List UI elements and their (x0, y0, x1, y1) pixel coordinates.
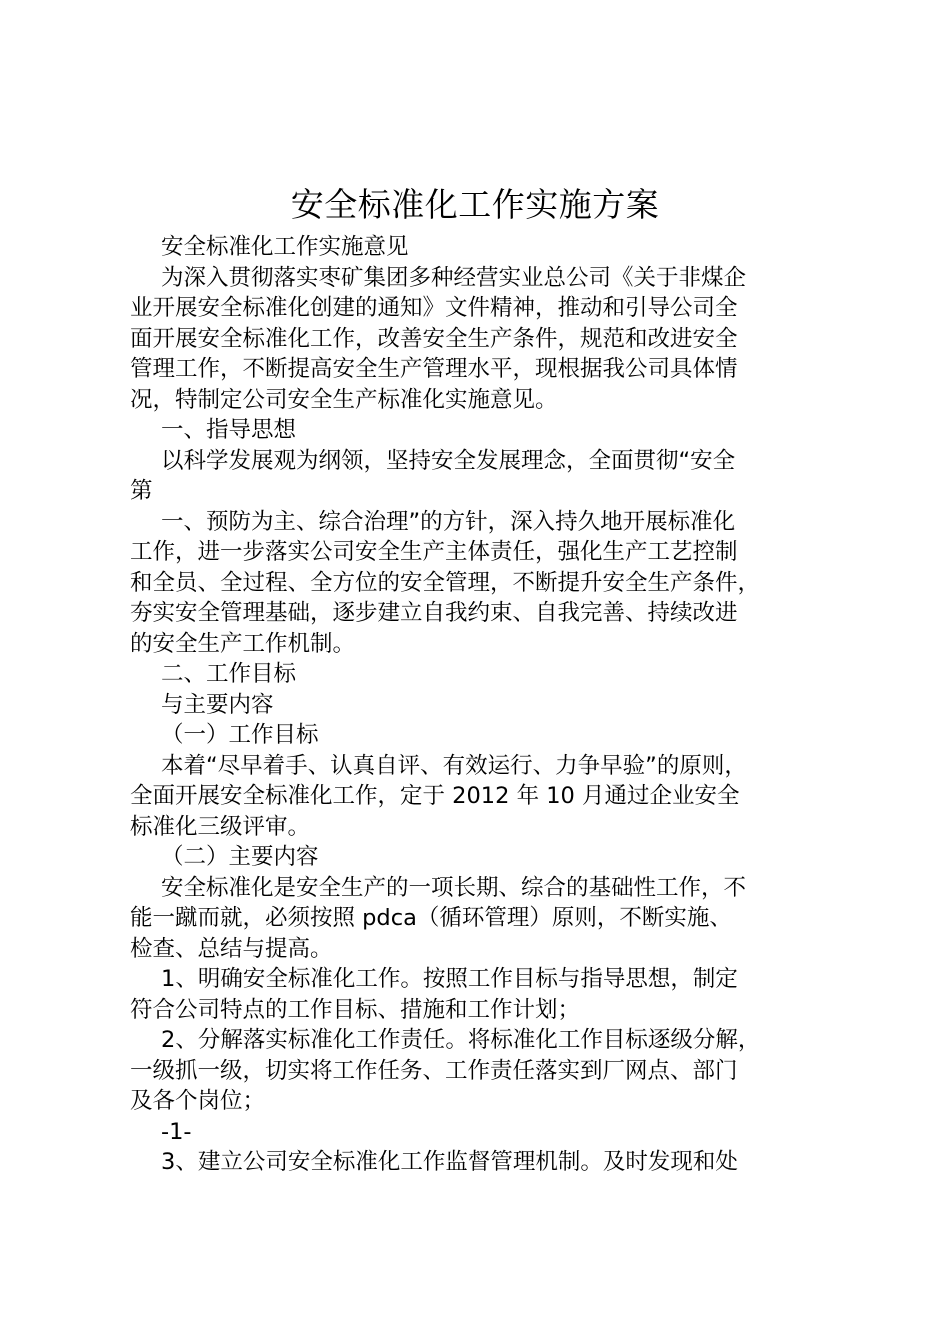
text-line: 夯实安全管理基础，逐步建立自我约束、自我完善、持续改进 (130, 600, 738, 626)
text-line: 业开展安全标准化创建的通知》文件精神，推动和引导公司全 (130, 295, 738, 321)
text-line: 3、建立公司安全标准化工作监督管理机制。及时发现和处 (161, 1149, 738, 1175)
text-line: 一级抓一级，切实将工作任务、工作责任落实到厂网点、部门 (130, 1057, 738, 1084)
text-line: 及各个岗位； (130, 1088, 266, 1114)
text-line: 符合公司特点的工作目标、措施和工作计划； (130, 996, 581, 1023)
text-line: 1、明确安全标准化工作。按照工作目标与指导思想，制定 (161, 966, 738, 992)
text-line: 为深入贯彻落实枣矿集团多种经营实业总公司《关于非煤企 (161, 264, 747, 291)
text-line: 况，特制定公司安全生产标准化实施意见。 (130, 386, 558, 413)
document-body (130, 232, 842, 1178)
text-line: 的安全生产工作机制。 (130, 630, 356, 657)
text-line: 一、指导思想 (161, 417, 297, 443)
text-line: 二、工作目标 (161, 661, 297, 687)
text-line: 2、分解落实标准化工作责任。将标准化工作目标逐级分解， (161, 1027, 761, 1053)
text-line: 面开展安全标准化工作，改善安全生产条件，规范和改进安全 (130, 325, 738, 352)
text-line: （二）主要内容 (161, 844, 319, 870)
document-title: 安全标准化工作实施方案 (290, 185, 660, 224)
text-line: 标准化三级评审。 (130, 813, 311, 840)
text-line: 第 (130, 478, 153, 504)
text-line: 与主要内容 (161, 691, 274, 718)
text-line: 本着“尽早着手、认真自评、有效运行、力争早验”的原则， (161, 752, 747, 779)
text-line: 管理工作，不断提高安全生产管理水平，现根据我公司具体情 (130, 356, 738, 382)
text-line: 安全标准化工作实施意见 (161, 234, 409, 260)
text-line: -1- (161, 1118, 192, 1145)
text-line: 检查、总结与提高。 (130, 935, 333, 962)
text-line: 以科学发展观为纲领，坚持安全发展理念，全面贯彻“安全 (161, 447, 736, 474)
text-line: 全面开展安全标准化工作，定于 2012 年 10 月通过企业安全 (130, 783, 740, 809)
text-line: 和全员、全过程、全方位的安全管理，不断提升安全生产条件， (130, 569, 761, 596)
text-line: 安全标准化是安全生产的一项长期、综合的基础性工作，不 (161, 874, 747, 901)
text-line: （一）工作目标 (161, 722, 319, 748)
text-line: 能一蹴而就，必须按照 pdca（循环管理）原则，不断实施、 (130, 905, 732, 931)
text-line: 工作，进一步落实公司安全生产主体责任，强化生产工艺控制 (130, 539, 738, 565)
text-line: 一、预防为主、综合治理”的方针，深入持久地开展标准化 (161, 508, 736, 535)
